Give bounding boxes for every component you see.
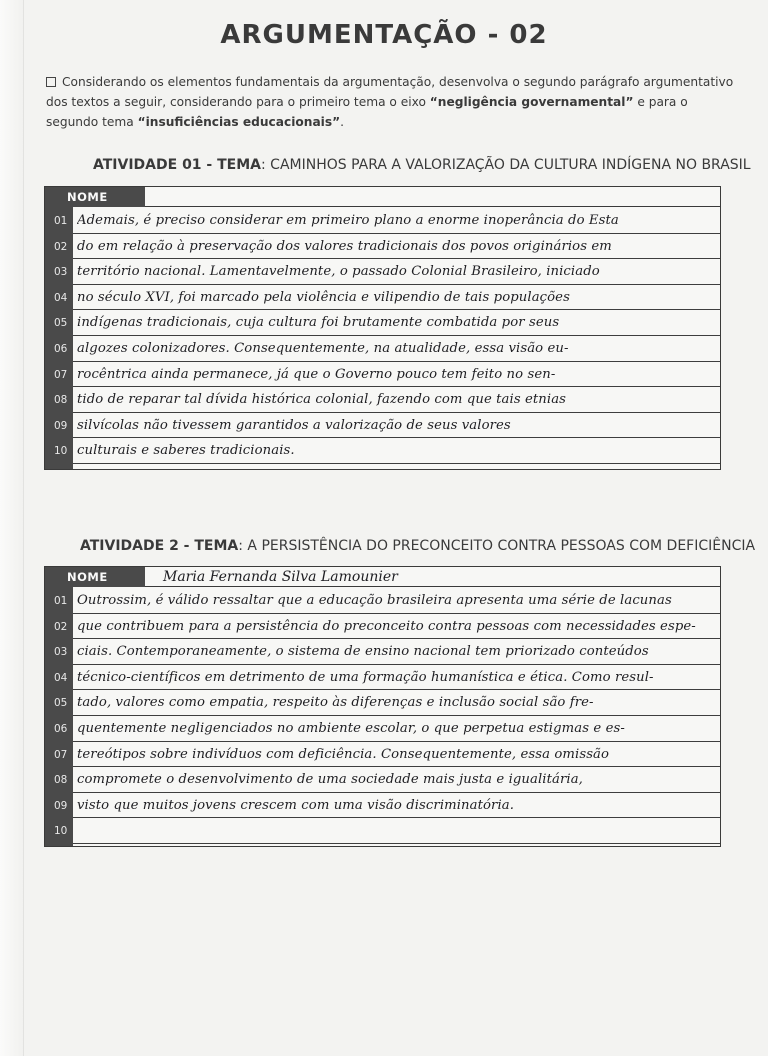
line-number: 04	[54, 291, 68, 304]
name-field-rule	[145, 586, 720, 587]
instructions-text: Considerando os elementos fundamentais da argumentação, desenvolva o segundo parágrafo argumentativo dos textos a seguir, considerando para o primeiro tema o eixo	[46, 75, 734, 109]
activity-2-answer-sheet	[44, 566, 721, 847]
line-number: 05	[54, 317, 68, 330]
line-number: 08	[54, 774, 68, 787]
handwritten-line[interactable]: que contribuem para a persistência do preconceito contra pessoas com necessidades espe-	[77, 618, 696, 634]
line-number: 09	[54, 419, 68, 432]
handwritten-line[interactable]: silvícolas não tivessem garantidos a valorização de seus valores	[77, 417, 511, 433]
writing-rule	[73, 309, 720, 310]
handwritten-line[interactable]: indígenas tradicionais, cuja cultura foi brutamente combatida por seus	[77, 315, 560, 331]
scanned-page-edge	[0, 0, 24, 1056]
instructions-text-middle: e para o segundo tema	[46, 95, 688, 129]
handwritten-line[interactable]: tereótipos sobre indivíduos com deficiência. Consequentemente, essa omissão	[77, 746, 610, 762]
writing-rule	[73, 361, 720, 362]
handwritten-line[interactable]: do em relação à preservação dos valores tradicionais dos povos originários em	[77, 238, 612, 254]
writing-rule	[73, 638, 720, 639]
writing-rule	[73, 792, 720, 793]
activity-2-heading	[80, 538, 755, 554]
writing-rule	[73, 741, 720, 742]
instructions	[46, 72, 738, 132]
line-number: 02	[54, 620, 68, 633]
line-number: 01	[54, 215, 68, 227]
writing-rule	[73, 335, 720, 336]
handwritten-line[interactable]: no século XVI, foi marcado pela violência e vilipendio de tais populações	[77, 289, 570, 305]
name-label: NOME	[45, 567, 145, 587]
page-title: ARGUMENTAÇÃO - 02	[220, 20, 548, 50]
writing-rule	[73, 766, 720, 767]
student-name[interactable]: Maria Fernanda Silva Lamounier	[163, 569, 398, 585]
handwritten-line[interactable]: rocêntrica ainda permanece, já que o Governo pouco tem feito no sen-	[77, 366, 556, 382]
name-label: NOME	[45, 187, 145, 207]
line-number: 05	[54, 697, 68, 710]
activity-2-theme: : A PERSISTÊNCIA DO PRECONCEITO CONTRA PESSOAS COM DEFICIÊNCIA	[238, 538, 756, 554]
writing-rule	[73, 664, 720, 665]
line-number: 07	[54, 368, 68, 381]
line-number: 06	[54, 343, 68, 355]
handwritten-line[interactable]: culturais e saberes tradicionais.	[77, 443, 295, 459]
handwritten-line[interactable]: Outrossim, é válido ressaltar que a educação brasileira apresenta uma série de lacunas	[77, 593, 672, 608]
line-number: 04	[54, 671, 68, 684]
writing-rule	[73, 463, 720, 464]
line-number: 01	[54, 595, 68, 607]
line-number: 10	[54, 445, 68, 458]
writing-rule	[73, 386, 720, 387]
writing-rule	[73, 613, 720, 614]
line-number: 07	[54, 748, 68, 761]
handwritten-line[interactable]: visto que muitos jovens crescem com uma visão discriminatória.	[77, 797, 515, 813]
line-number: 02	[54, 240, 68, 253]
writing-rule	[73, 437, 720, 438]
activity-1-heading	[93, 157, 751, 173]
line-number: 06	[54, 723, 68, 735]
writing-rule	[73, 843, 720, 844]
checkbox-icon	[46, 77, 56, 87]
writing-rule	[73, 233, 720, 234]
name-field-rule	[145, 206, 720, 207]
handwritten-line[interactable]: ciais. Contemporaneamente, o sistema de ensino nacional tem priorizado conteúdos	[77, 644, 649, 660]
handwritten-line[interactable]: tido de reparar tal dívida histórica colonial, fazendo com que tais etnias	[77, 392, 567, 408]
line-number: 03	[54, 646, 68, 659]
writing-rule	[73, 412, 720, 413]
activity-1-answer-sheet	[44, 186, 721, 470]
line-number: 09	[54, 799, 68, 812]
writing-rule	[73, 689, 720, 690]
line-number: 10	[54, 825, 68, 838]
writing-rule	[73, 817, 720, 818]
handwritten-line[interactable]: território nacional. Lamentavelmente, o passado Colonial Brasileiro, iniciado	[77, 264, 600, 280]
line-number: 08	[54, 394, 68, 407]
handwritten-line[interactable]: algozes colonizadores. Consequentemente, na atualidade, essa visão eu-	[77, 341, 569, 356]
handwritten-line[interactable]: quentemente negligenciados no ambiente escolar, o que perpetua estigmas e es-	[77, 721, 625, 736]
handwritten-line[interactable]: compromete o desenvolvimento de uma sociedade mais justa e igualitária,	[77, 772, 583, 788]
writing-rule	[73, 284, 720, 285]
instructions-text-end: .	[340, 115, 344, 129]
handwritten-line[interactable]: tado, valores como empatia, respeito às diferenças e inclusão social são fre-	[77, 695, 594, 711]
activity-1-theme: : CAMINHOS PARA A VALORIZAÇÃO DA CULTURA INDÍGENA NO BRASIL	[261, 157, 751, 173]
line-number: 03	[54, 266, 68, 279]
handwritten-line[interactable]: técnico-científicos em detrimento de uma formação humanística e ética. Como resul-	[77, 669, 654, 685]
axis-1: “negligência governamental”	[429, 95, 634, 109]
activity-2-label: ATIVIDADE 2 - TEMA	[80, 538, 239, 554]
handwritten-line[interactable]: Ademais, é preciso considerar em primeiro plano a enorme inoperância do Esta	[77, 213, 619, 228]
activity-1-label: ATIVIDADE 01 - TEMA	[93, 157, 261, 173]
writing-rule	[73, 258, 720, 259]
axis-2: “insuficiências educacionais”	[137, 115, 341, 129]
writing-rule	[73, 715, 720, 716]
